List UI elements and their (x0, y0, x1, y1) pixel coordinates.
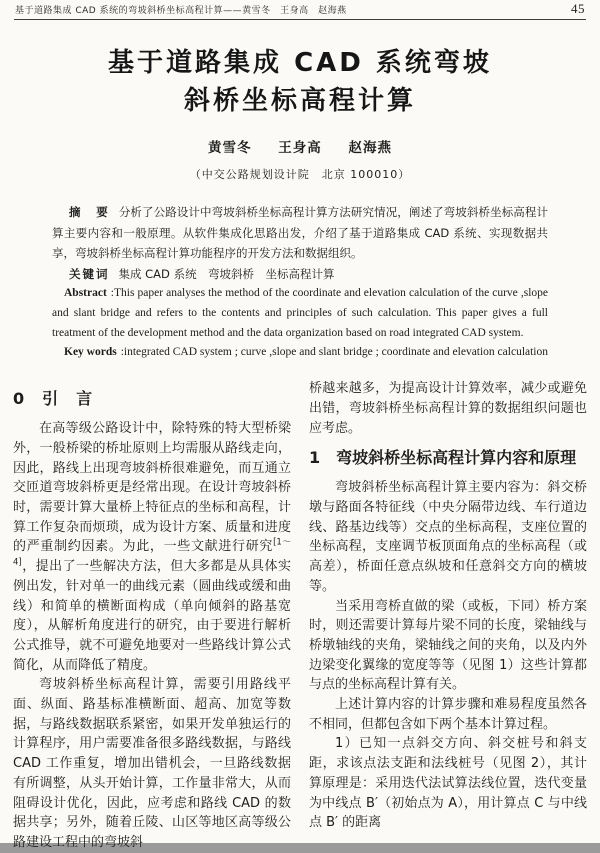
running-header-title: 基于道路集成 CAD 系统的弯坡斜桥坐标高程计算——黄雪冬 王身高 赵海燕 (15, 6, 347, 16)
section-0-heading: 0 引 言 (13, 389, 94, 409)
abstract-en-label: Abstract (64, 287, 107, 299)
affiliation: （中交公路规划设计院 北京 100010） (189, 168, 411, 181)
abstract-cn (52, 202, 548, 264)
keywords-en (52, 343, 548, 363)
abstract-en (52, 284, 548, 343)
citation-superscript: [1～4] (13, 538, 291, 568)
section-1-paragraph-4: 1）已知一点斜交方向、斜交桩号和斜支距，求该点法支距和法线桩号（见图 2），其计算原理是：采用迭代法试算法线位置，迭代变量为中线点 B′（初始点为 A），用计算点 C 与中线点 B′ 的距离 (309, 736, 587, 831)
right-column (309, 379, 587, 831)
article-title-line2: 斜桥坐标高程计算 (183, 86, 416, 116)
section-0-paragraph-1-cont: ，提出了一些解决方法，但大多都是从具体实例出发，针对单一的曲线元素（圆曲线或缓和曲线）和简单的横断面构成（单向倾斜的路基宽度），从解析角度进行的研究，由于要进行解析公式推导，就不可避免地要对一些路线计算公式简化，从而降低了精度。 (13, 559, 291, 673)
running-header (0, 0, 600, 17)
keywords-en-text: :integrated CAD system ; curve ,slope and slant bridge ; coordinate and elevation calculation (120, 346, 549, 359)
header-rule (14, 19, 586, 20)
section-0-paragraph-1-text: 在高等级公路设计中，除特殊的特大型桥梁外，一般桥梁的桥址原则上均需服从路线走向，因此，路线上出现弯坡斜桥很难避免，而互通立交匝道弯坡斜桥更是经常出现。在设计弯坡斜桥时，需要计算大量桥上特征点的坐标和高程，计算工作复杂而烦琐，成为设计方案、质量和进度的严重制约因素。为此，一些文献进行研究 (13, 421, 291, 555)
abstract-cn-label: 摘 要 (69, 205, 110, 219)
section-0-paragraph-2: 弯坡斜桥坐标高程计算，需要引用路线平面、纵面、路基标准横断面、超高、加宽等数据，与路线数据联系紧密，如果开发单独运行的计算程序，用户需要准备很多路线数据，与路线 CAD 工作重复，增加出错机会，一旦路线数据有所调整，从头开始计算，工作量非常大，从而阻碍设计优化，因此，应考虑和路线 CAD 的数据共享；另外，随着丘陵、山区等地区高等级公路建设工程中的弯坡斜 (13, 677, 291, 850)
author-name: 王身高 (278, 140, 322, 156)
keywords-cn-label: 关键词 (69, 266, 110, 281)
keywords-en-label: Key words (64, 346, 117, 359)
section-1-paragraph-1: 弯坡斜桥坐标高程计算主要内容为：斜交桥墩与路面各特征线（中央分隔带边线、车行道边线、路基边线等）交点的坐标高程，支座位置的坐标高程，支座调节板顶面角点的坐标高程（或高差），桥面任意点纵坡和任意斜交方向的横坡等。 (309, 480, 587, 594)
abstract-en-text: :This paper analyses the method of the coordinate and elevation calculation of the curve ,slope and slant bridge and refers to the contents and principles of such calculation. This paper gives a full treatment of the development method and the data organization based on road integrated CAD system. (52, 287, 548, 339)
section-1-paragraph-3: 上述计算内容的计算步骤和难易程度虽然各不相同，但都包含如下两个基本计算过程。 (309, 697, 587, 732)
author-list (0, 136, 600, 156)
author-name: 黄雪冬 (208, 140, 252, 156)
article-title-line1: 基于道路集成 CAD 系统弯坡 (108, 48, 492, 78)
keywords-cn (52, 264, 548, 285)
left-column (13, 379, 291, 850)
page-number: 45 (571, 1, 585, 16)
continued-paragraph: 桥越来越多，为提高设计计算效率，减少或避免出错，弯坡斜桥坐标高程计算的数据组织问题也应考虑。 (309, 381, 587, 436)
author-name: 赵海燕 (348, 140, 392, 156)
section-1-heading: 1 弯坡斜桥坐标高程计算内容和原理 (309, 448, 577, 468)
article-title (30, 44, 570, 120)
section-0-paragraph-1 (13, 419, 291, 675)
abstract-cn-text: 分析了公路设计中弯坡斜桥坐标高程计算方法研究情况，阐述了弯坡斜桥坐标高程计算主要内容和一般原理。从软件集成化思路出发，介绍了基于道路集成 CAD 系统、实现数据共享，弯坡斜桥坐标高程计算功能程序的开发方法和数据组织。 (52, 205, 549, 260)
abstract-block (52, 202, 548, 363)
body-columns (0, 379, 600, 850)
keywords-cn-text: 集成 CAD 系统 弯坡斜桥 坐标高程计算 (118, 266, 335, 281)
section-1-paragraph-2: 当采用弯桥直做的梁（或板，下同）桥方案时，则还需要计算每片梁不同的长度，梁轴线与桥墩轴线的夹角，梁轴线之间的夹角，以及内外边梁变化翼缘的宽度等等（见图 1）这些计算都与点的坐标高程计算有关。 (309, 598, 587, 693)
